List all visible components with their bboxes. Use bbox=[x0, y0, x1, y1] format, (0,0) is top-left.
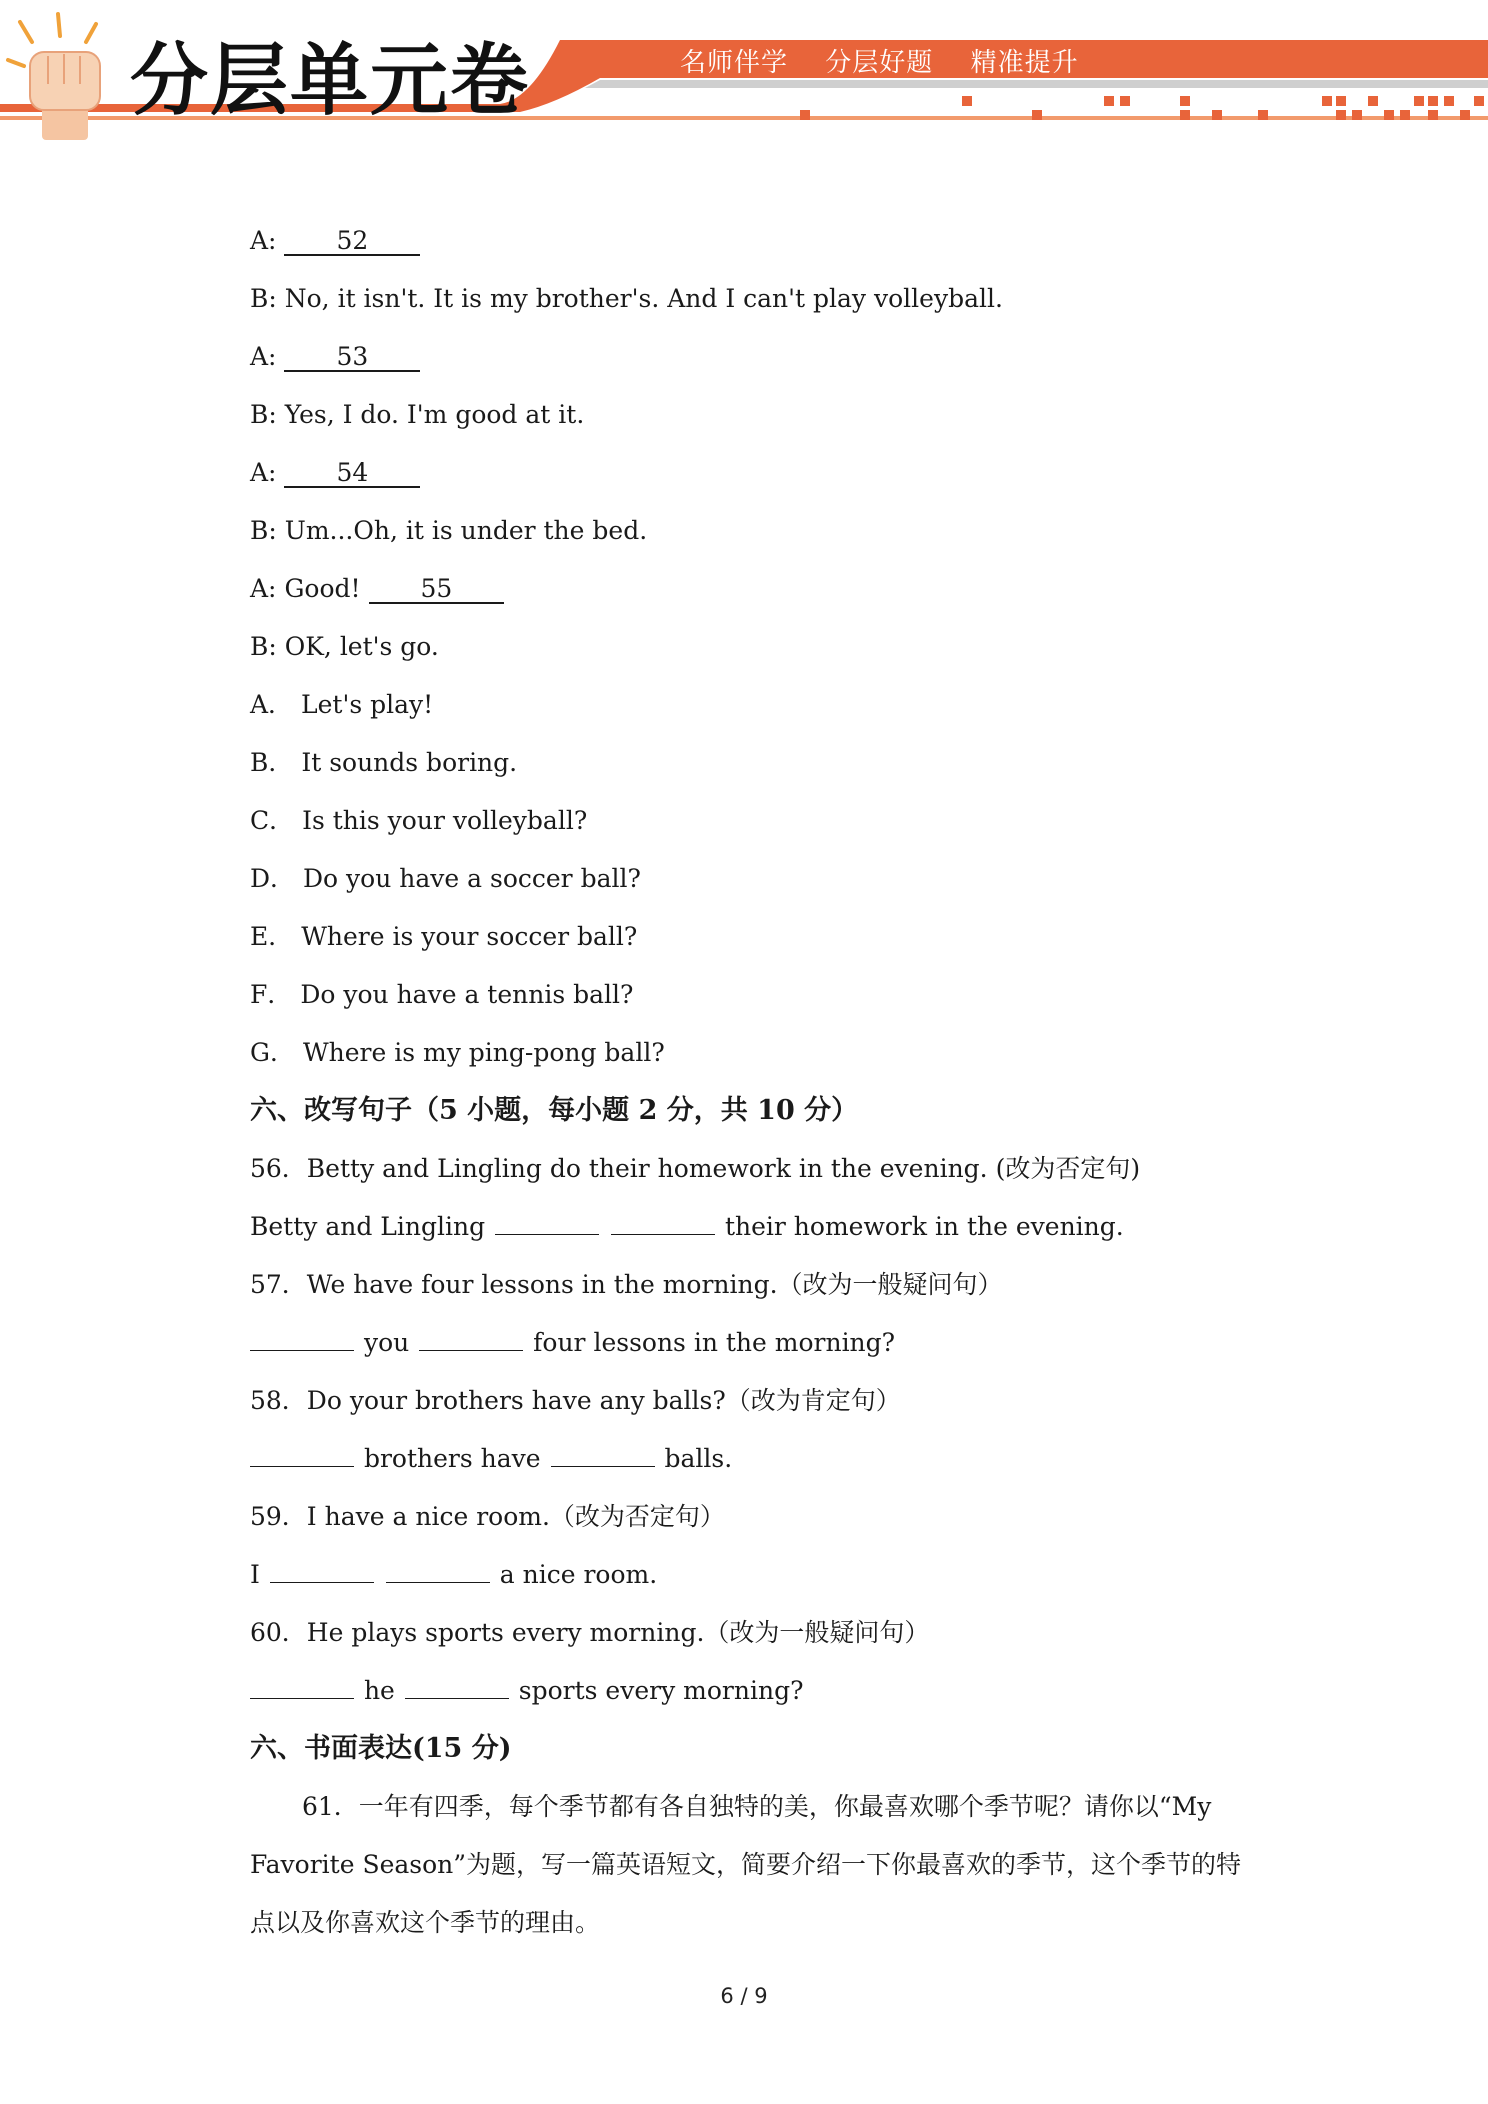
fill-blank[interactable] bbox=[386, 1580, 490, 1583]
fill-blank[interactable] bbox=[405, 1696, 509, 1699]
header-slogans bbox=[680, 42, 1107, 79]
speaker-label: A: bbox=[250, 342, 277, 371]
option-letter: D． bbox=[250, 864, 296, 893]
answer-text: Betty and Lingling bbox=[250, 1212, 486, 1241]
speaker-label: A: bbox=[250, 574, 277, 603]
speaker-label: A: bbox=[250, 226, 277, 255]
answer-line bbox=[250, 1328, 895, 1358]
question-prompt: 59．I have a nice room.（改为否定句） bbox=[250, 1502, 725, 1531]
option-text: Where is my ping-pong ball? bbox=[302, 1038, 665, 1067]
answer-line bbox=[250, 1676, 803, 1706]
option-item bbox=[250, 980, 633, 1010]
option-item bbox=[250, 1038, 665, 1068]
dialogue-line bbox=[250, 632, 439, 662]
option-item bbox=[250, 922, 637, 952]
answer-text: a nice room. bbox=[499, 1560, 658, 1589]
question-prompt: 56．Betty and Lingling do their homework in the evening. (改为否定句) bbox=[250, 1154, 1141, 1183]
answer-blank bbox=[284, 460, 420, 488]
answer-text: brothers have bbox=[363, 1444, 541, 1473]
question-prompt: 58．Do your brothers have any balls?（改为肯定句） bbox=[250, 1386, 901, 1415]
fill-blank[interactable] bbox=[250, 1464, 354, 1467]
speaker-label: B: bbox=[250, 632, 277, 661]
option-text: Where is your soccer ball? bbox=[301, 922, 638, 951]
question-prompt: 60．He plays sports every morning.（改为一般疑问句） bbox=[250, 1618, 930, 1647]
option-text: Let's play! bbox=[301, 690, 434, 719]
blank-number: 55 bbox=[420, 574, 453, 603]
dialogue-line bbox=[250, 400, 584, 430]
blank-number: 54 bbox=[336, 458, 369, 487]
dialogue-text: No, it isn't. It is my brother's. And I can't play volleyball. bbox=[284, 284, 1003, 313]
answer-text: balls. bbox=[664, 1444, 733, 1473]
answer-text: you bbox=[363, 1328, 410, 1357]
dialogue-line bbox=[250, 574, 504, 604]
speaker-label: B: bbox=[250, 284, 277, 313]
option-letter: G． bbox=[250, 1038, 295, 1067]
slogan-3: 精准提升 bbox=[970, 48, 1079, 78]
fill-blank[interactable] bbox=[270, 1580, 374, 1583]
fill-blank[interactable] bbox=[495, 1232, 599, 1235]
answer-text: I bbox=[250, 1560, 260, 1589]
grey-stripe bbox=[585, 80, 1488, 88]
dialogue-line bbox=[250, 516, 647, 546]
writing-prompt: 61．一年有四季，每个季节都有各自独特的美，你最喜欢哪个季节呢？请你以“My Favorite Season”为题，写一篇英语短文，简要介绍一下你最喜欢的季节，这个季节的特点以及你喜欢这个季节的理由。 bbox=[250, 1792, 1242, 1937]
question-prompt: 57．We have four lessons in the morning.（改为一般疑问句） bbox=[250, 1270, 1003, 1299]
answer-line bbox=[250, 1444, 732, 1474]
speaker-label: B: bbox=[250, 400, 277, 429]
speaker-label: A: bbox=[250, 458, 277, 487]
answer-text: sports every morning? bbox=[518, 1676, 804, 1705]
dialogue-text: Good! bbox=[284, 574, 361, 603]
option-text: Do you have a soccer ball? bbox=[303, 864, 641, 893]
section-heading: 六、书面表达(15 分) bbox=[250, 1733, 512, 1764]
option-item bbox=[250, 690, 433, 720]
fist-logo-icon bbox=[8, 14, 100, 140]
dialogue-text: Yes, I do. I'm good at it. bbox=[284, 400, 585, 429]
dialogue-text: OK, let's go. bbox=[284, 632, 439, 661]
option-letter: B． bbox=[250, 748, 294, 777]
answer-blank bbox=[369, 576, 505, 604]
option-item bbox=[250, 806, 587, 836]
option-item bbox=[250, 748, 517, 778]
section-heading: 六、改写句子（5 小题，每小题 2 分，共 10 分） bbox=[250, 1095, 859, 1126]
option-text: Is this your volleyball? bbox=[302, 806, 588, 835]
dialogue-line bbox=[250, 226, 420, 256]
slogan-1: 名师伴学 bbox=[680, 48, 789, 78]
dialogue-line bbox=[250, 342, 420, 372]
page-number: 6 / 9 bbox=[720, 1984, 768, 2008]
option-item bbox=[250, 864, 641, 894]
option-letter: E． bbox=[250, 922, 294, 951]
speaker-label: B: bbox=[250, 516, 277, 545]
answer-text: four lessons in the morning? bbox=[533, 1328, 896, 1357]
answer-blank bbox=[284, 228, 420, 256]
fill-blank[interactable] bbox=[611, 1232, 715, 1235]
slogan-2: 分层好题 bbox=[825, 48, 934, 78]
page-header bbox=[0, 0, 1488, 150]
brand-title: 分层单元卷 bbox=[130, 36, 531, 126]
dialogue-text: Um...Oh, it is under the bed. bbox=[284, 516, 648, 545]
dialogue-line bbox=[250, 458, 420, 488]
option-letter: C． bbox=[250, 806, 295, 835]
fill-blank[interactable] bbox=[250, 1348, 354, 1351]
option-text: Do you have a tennis ball? bbox=[300, 980, 634, 1009]
answer-blank bbox=[284, 344, 420, 372]
option-text: It sounds boring. bbox=[301, 748, 518, 777]
fill-blank[interactable] bbox=[250, 1696, 354, 1699]
answer-line bbox=[250, 1212, 1124, 1242]
answer-text: their homework in the evening. bbox=[724, 1212, 1124, 1241]
answer-text: he bbox=[363, 1676, 395, 1705]
dialogue-line bbox=[250, 284, 1003, 314]
answer-line bbox=[250, 1560, 657, 1590]
fill-blank[interactable] bbox=[551, 1464, 655, 1467]
option-letter: A． bbox=[250, 690, 294, 719]
blank-number: 53 bbox=[336, 342, 369, 371]
fill-blank[interactable] bbox=[419, 1348, 523, 1351]
blank-number: 52 bbox=[336, 226, 369, 255]
option-letter: F． bbox=[250, 980, 293, 1009]
